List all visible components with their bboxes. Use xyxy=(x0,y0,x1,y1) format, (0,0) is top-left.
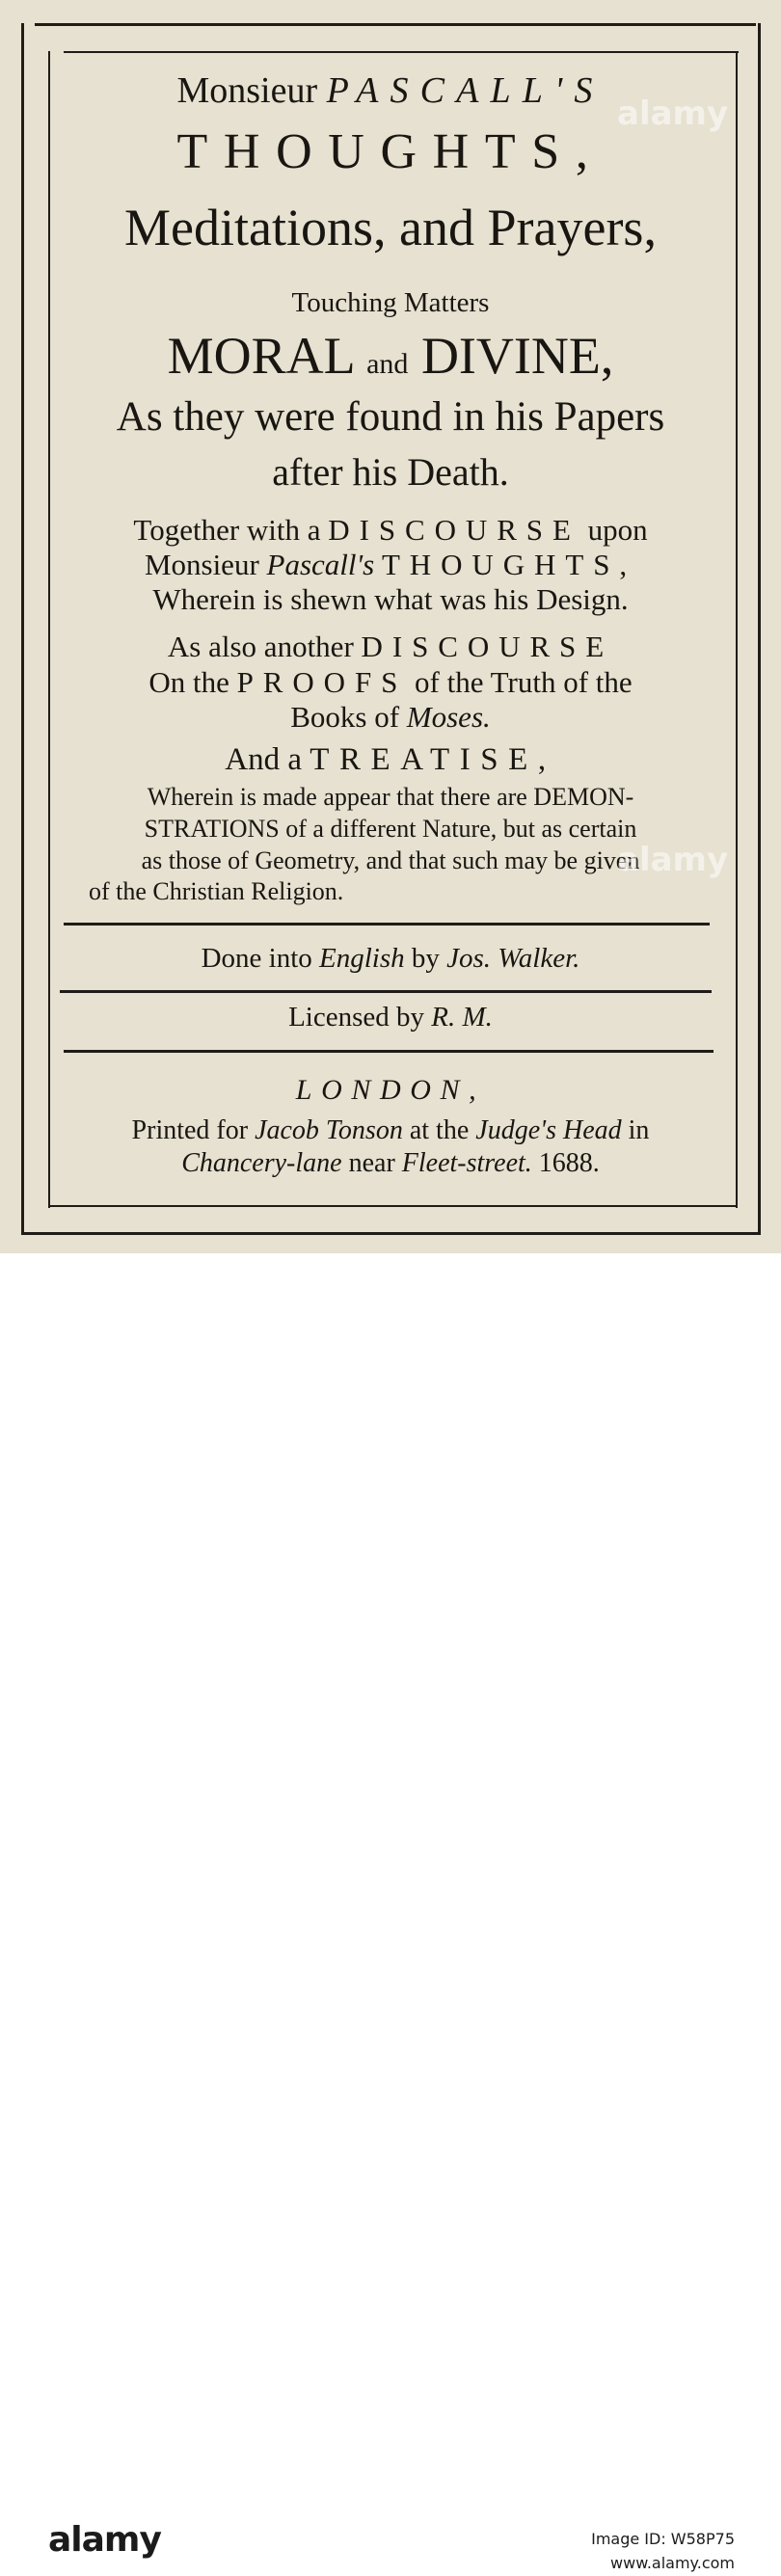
title-line-1: Monsieur PASCALL'S xyxy=(176,70,605,111)
inner-border-top xyxy=(64,51,739,53)
title-page xyxy=(0,0,781,1253)
title-touching: Touching Matters xyxy=(291,287,490,318)
section-rule-3 xyxy=(64,1050,714,1053)
discourse-line-2: Monsieur Pascall's THOUGHTS, xyxy=(144,548,637,581)
title-found-papers: As they were found in his Papers xyxy=(116,394,665,440)
outer-border-bottom xyxy=(21,1232,761,1235)
inner-border-right xyxy=(736,51,738,1208)
watermark-2: alamy xyxy=(617,841,729,879)
discourse-line-1: Together with a DISCOURSE upon xyxy=(133,513,648,547)
imprint-address: Chancery-lane near Fleet-street. 1688. xyxy=(181,1148,600,1178)
image-id: Image ID: W58P75 xyxy=(591,2530,735,2548)
watermark-1: alamy xyxy=(617,94,729,133)
license-line: Licensed by R. M. xyxy=(288,1002,493,1033)
title-meditations: Meditations, and Prayers, xyxy=(124,199,657,256)
outer-border-left xyxy=(21,23,24,1234)
proofs-line: On the PROOFS of the Truth of the xyxy=(148,665,633,699)
inner-border-left xyxy=(48,51,50,1208)
alamy-logo: alamy xyxy=(48,2520,161,2560)
outer-border-top xyxy=(35,23,756,26)
section-rule-1 xyxy=(64,923,710,926)
section-rule-2 xyxy=(60,990,712,993)
treatise-line-3: as those of Geometry, and that such may be given xyxy=(141,846,640,874)
discourse-line-3: Wherein is shewn what was his Design. xyxy=(152,582,629,616)
treatise-line-4: of the Christian Religion. xyxy=(89,877,344,905)
title-thoughts: THOUGHTS, xyxy=(176,124,605,179)
translator-line: Done into English by Jos. Walker. xyxy=(201,943,580,974)
image-id-block xyxy=(591,2528,735,2576)
treatise-line-1: Wherein is made appear that there are DEMON- xyxy=(147,783,634,811)
outer-border-right xyxy=(758,23,761,1234)
inner-border-bottom xyxy=(48,1205,738,1207)
books-of-moses: Books of Moses. xyxy=(290,700,491,734)
and-a-treatise: And a TREATISE, xyxy=(225,742,556,777)
stock-footer xyxy=(0,1253,781,2572)
treatise-line-2: STRATIONS of a different Nature, but as certain xyxy=(144,815,637,843)
imprint-london: LONDON, xyxy=(295,1074,486,1106)
imprint-printed-for: Printed for Jacob Tonson at the Judge's Head in xyxy=(131,1115,650,1145)
also-discourse: As also another DISCOURSE xyxy=(167,630,614,663)
site-url: www.alamy.com xyxy=(610,2553,735,2572)
title-after-death: after his Death. xyxy=(272,450,509,494)
title-moral-divine: MORAL and DIVINE, xyxy=(167,327,614,385)
